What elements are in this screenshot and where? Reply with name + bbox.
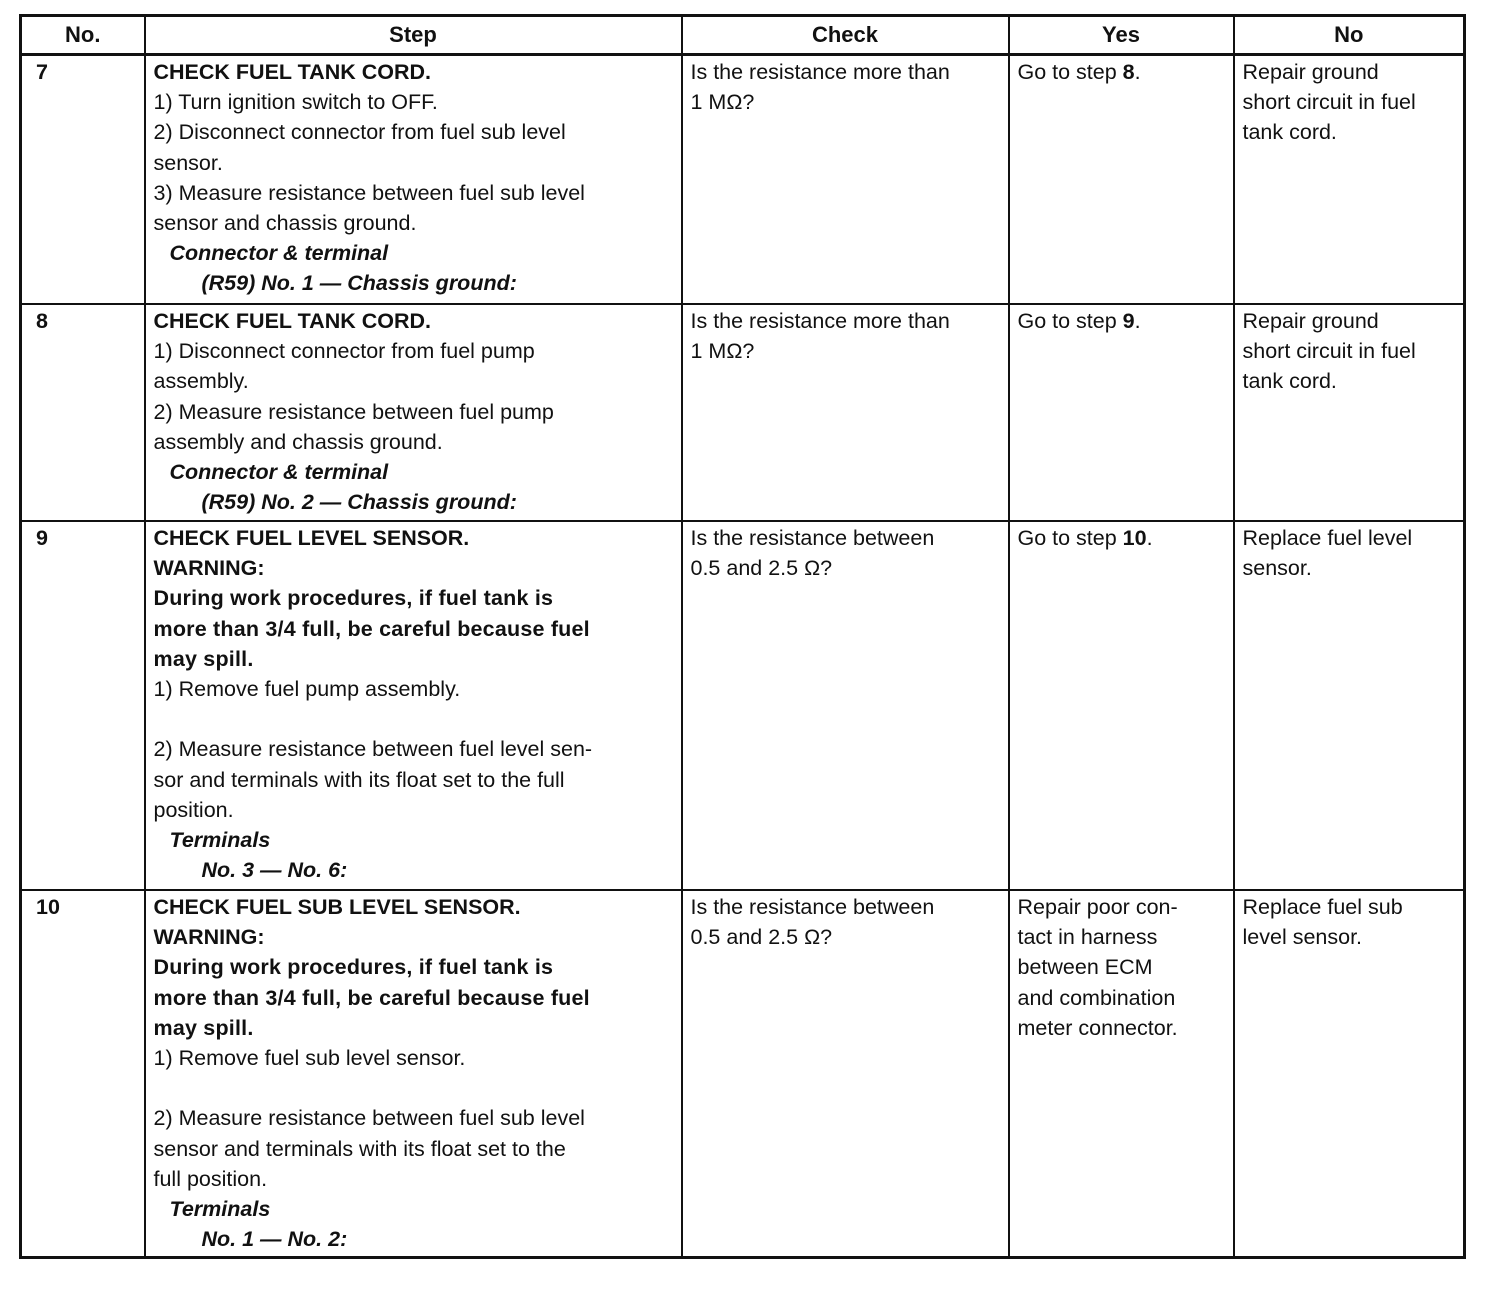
step-line: 3) Measure resistance between fuel sub level: [153, 180, 585, 205]
yes-prefix: Go to step: [1017, 60, 1123, 84]
step-line: sensor and terminals with its float set to the: [153, 1136, 566, 1161]
terminals-value: No. 3 — No. 6:: [201, 858, 348, 883]
warning-line: During work procedures, if fuel tank is: [153, 955, 554, 980]
check-cell: [682, 55, 1009, 305]
table-row-step-7: [21, 55, 1465, 305]
step-line: 1) Disconnect connector from fuel pump: [153, 339, 535, 364]
step-number: 7: [21, 55, 145, 305]
step-cell: [145, 890, 682, 1258]
yes-step-ref: 10: [1122, 526, 1147, 550]
check-line: Is the resistance more than: [690, 309, 950, 333]
step-line: sor and terminals with its float set to the full: [153, 767, 565, 792]
step-number: 9: [21, 521, 145, 890]
step-line: assembly and chassis ground.: [153, 429, 443, 454]
header-no-result: No: [1234, 16, 1465, 55]
step-cell: [145, 304, 682, 521]
table-row-step-9: [21, 521, 1465, 890]
connector-value: (R59) No. 2 — Chassis ground:: [201, 490, 517, 515]
line-gap: [154, 704, 673, 734]
no-line: Repair ground: [1242, 309, 1379, 333]
check-line: Is the resistance more than: [690, 60, 950, 84]
warning-line: more than 3/4 full, be careful because fuel: [153, 985, 590, 1010]
step-cell: [145, 55, 682, 305]
step-line: sensor and chassis ground.: [153, 211, 417, 236]
yes-step-ref: 8: [1122, 60, 1135, 84]
no-cell: [1234, 890, 1465, 1258]
yes-cell: [1009, 304, 1234, 521]
yes-step-ref: 9: [1122, 309, 1135, 333]
no-line: Repair ground: [1242, 60, 1379, 84]
connector-label: Connector & terminal: [169, 241, 389, 266]
no-line: sensor.: [1242, 556, 1312, 581]
no-cell: [1234, 55, 1465, 305]
no-line: tank cord.: [1242, 369, 1337, 394]
yes-suffix: .: [1146, 526, 1153, 550]
step-line: 2) Disconnect connector from fuel sub level: [153, 120, 566, 145]
no-line: Replace fuel level: [1242, 526, 1413, 550]
yes-line: tact in harness: [1017, 925, 1158, 950]
warning-line: During work procedures, if fuel tank is: [153, 586, 554, 611]
connector-value: (R59) No. 1 — Chassis ground:: [201, 271, 517, 296]
header-yes: Yes: [1009, 16, 1234, 55]
step-line: sensor.: [153, 150, 223, 175]
yes-suffix: .: [1134, 309, 1141, 333]
table-row-step-10: [21, 890, 1465, 1258]
check-line: Is the resistance between: [690, 526, 935, 550]
no-line: tank cord.: [1242, 120, 1337, 145]
diagnostic-page: [19, 14, 1463, 1259]
yes-line: Repair poor con-: [1017, 895, 1178, 919]
step-line: assembly.: [153, 369, 249, 394]
header-row: [21, 16, 1465, 55]
warning-line: may spill.: [153, 1015, 254, 1040]
terminals-label: Terminals: [169, 828, 271, 853]
step-number: 10: [21, 890, 145, 1258]
no-line: short circuit in fuel: [1242, 339, 1416, 364]
step-cell: [145, 521, 682, 890]
step-title: CHECK FUEL SUB LEVEL SENSOR.: [153, 895, 521, 919]
check-cell: [682, 304, 1009, 521]
check-line: 0.5 and 2.5 Ω?: [690, 556, 833, 581]
warning-line: more than 3/4 full, be careful because fuel: [153, 616, 590, 641]
yes-cell: [1009, 521, 1234, 890]
table-row-step-8: [21, 304, 1465, 521]
header-check: Check: [682, 16, 1009, 55]
diagnostic-table: [19, 14, 1466, 1259]
no-cell: [1234, 304, 1465, 521]
no-cell: [1234, 521, 1465, 890]
warning-line: may spill.: [153, 646, 254, 671]
check-line: 0.5 and 2.5 Ω?: [690, 925, 833, 950]
check-cell: [682, 521, 1009, 890]
header-step: Step: [145, 16, 682, 55]
warning-title: WARNING:: [153, 556, 265, 581]
yes-prefix: Go to step: [1017, 526, 1123, 550]
check-cell: [682, 890, 1009, 1258]
step-line: 1) Turn ignition switch to OFF.: [153, 90, 438, 115]
yes-line: meter connector.: [1017, 1015, 1178, 1040]
yes-suffix: .: [1134, 60, 1141, 84]
terminals-label: Terminals: [169, 1197, 271, 1222]
no-line: short circuit in fuel: [1242, 90, 1416, 115]
step-line: 1) Remove fuel pump assembly.: [153, 677, 461, 702]
step-title: CHECK FUEL LEVEL SENSOR.: [153, 526, 470, 550]
header-no: No.: [21, 16, 145, 55]
warning-title: WARNING:: [153, 925, 265, 950]
step-line: 2) Measure resistance between fuel pump: [153, 399, 554, 424]
no-line: Replace fuel sub: [1242, 895, 1403, 919]
check-line: 1 MΩ?: [690, 339, 755, 364]
no-line: level sensor.: [1242, 925, 1363, 950]
step-line: 1) Remove fuel sub level sensor.: [153, 1046, 466, 1071]
yes-cell: [1009, 55, 1234, 305]
step-line: 2) Measure resistance between fuel sub level: [153, 1106, 585, 1131]
step-line: 2) Measure resistance between fuel level sen-: [153, 737, 593, 762]
step-title: CHECK FUEL TANK CORD.: [153, 309, 432, 333]
line-gap: [154, 1073, 673, 1103]
yes-prefix: Go to step: [1017, 309, 1123, 333]
step-number: 8: [21, 304, 145, 521]
connector-label: Connector & terminal: [169, 460, 389, 485]
check-line: Is the resistance between: [690, 895, 935, 919]
yes-cell: [1009, 890, 1234, 1258]
step-title: CHECK FUEL TANK CORD.: [153, 60, 432, 84]
step-line: full position.: [153, 1166, 268, 1191]
yes-line: between ECM: [1017, 955, 1153, 980]
check-line: 1 MΩ?: [690, 90, 755, 115]
yes-line: and combination: [1017, 985, 1176, 1010]
terminals-value: No. 1 — No. 2:: [201, 1227, 348, 1252]
step-line: position.: [153, 797, 234, 822]
